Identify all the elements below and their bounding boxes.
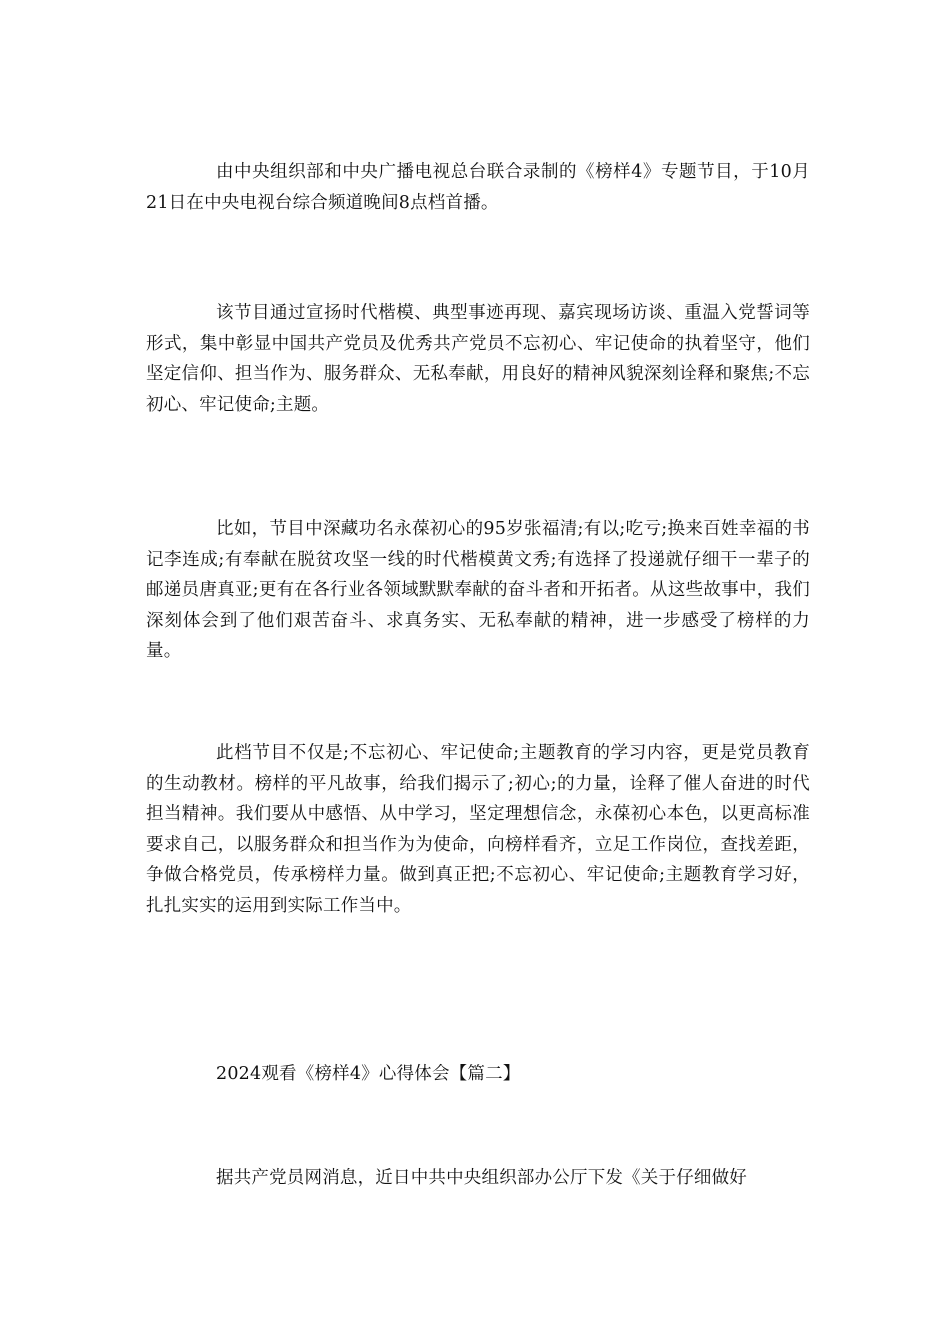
section-heading: 2024观看《榜样4》心得体会【篇二】 [216, 1064, 521, 1084]
paragraph-4: 此档节目不仅是;不忘初心、牢记使命;主题教育的学习内容，更是党员教育的生动教材。榜样的平凡故事，给我们揭示了;初心;的力量，诠释了催人奋进的时代担当精神。我们要从中感悟、从中学习，坚定理想信念，永葆初心本色，以更高标准要求自己，以服务群众和担当作为为使命，向榜样看齐，立足工作岗位，查找差距，争做合格党员，传承榜样力量。做到真正把;不忘初心、牢记使命;主题教育学习好，扎扎实实的运用到实际工作当中。 [146, 743, 810, 916]
paragraph-5: 据共产党员网消息，近日中共中央组织部办公厅下发《关于仔细做好 [216, 1168, 747, 1188]
paragraph-3: 比如，节目中深藏功名永葆初心的95岁张福清;有以;吃亏;换来百姓幸福的书记李连成;有奉献在脱贫攻坚一线的时代楷模黄文秀;有选择了投递就仔细干一辈子的邮递员唐真亚;更有在各行业各领域默默奉献的奋斗者和开拓者。从这些故事中，我们深刻体会到了他们艰苦奋斗、求真务实、无私奉献的精神，进一步感受了榜样的力量。 [146, 519, 810, 661]
paragraph-2: 该节目通过宣扬时代楷模、典型事迹再现、嘉宾现场访谈、重温入党誓词等形式，集中彰显中国共产党员及优秀共产党员不忘初心、牢记使命的执着坚守，他们坚定信仰、担当作为、服务群众、无私奉献，用良好的精神风貌深刻诠释和聚焦;不忘初心、牢记使命;主题。 [146, 303, 810, 415]
paragraph-1: 由中央组织部和中央广播电视总台联合录制的《榜样4》专题节目，于10月21日在中央电视台综合频道晚间8点档首播。 [146, 162, 810, 213]
